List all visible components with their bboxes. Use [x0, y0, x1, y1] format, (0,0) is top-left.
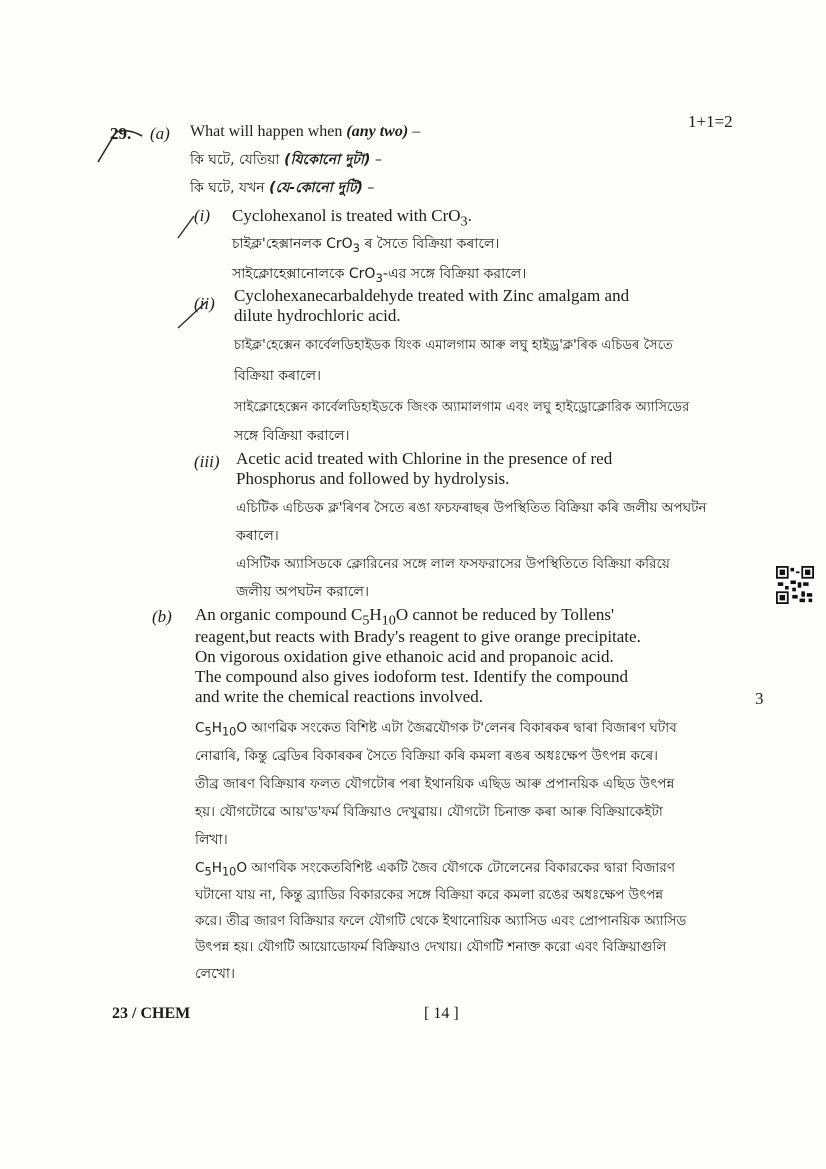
item-ii-bengali-line2: সঙ্গে বিক্রিয়া করালে।: [234, 428, 350, 444]
item-i-en-text: Cyclohexanol is treated with CrO: [232, 206, 461, 225]
item-i-english: [232, 206, 472, 231]
part-b-english-line4: The compound also gives iodoform test. Identify the compound: [195, 667, 628, 686]
intro-as-emph: (যিকোনো দুটা): [284, 152, 371, 168]
item-ii-assamese-line1: চাইক্ল'হেক্সেন কাৰ্বেলডিহাইডক যিংক এমালগাম আৰু লঘু হাইড্ৰ'ক্ল'ৰিক এচিডৰ সৈতে: [234, 338, 673, 353]
part-b-bengali-line3: করে। তীব্র জারণ বিক্রিয়ার ফলে যৌগটি থেকে ইথানোয়িক অ্যাসিড এবং প্রোপানয়িক অ্যাসিড: [195, 914, 687, 929]
part-b-bn-l1-sub1: 5: [204, 864, 212, 879]
intro-bn-suffix: –: [362, 180, 375, 196]
item-i-bn-sub: 3: [375, 270, 383, 285]
intro-bengali: [190, 176, 374, 200]
part-b-en-l1-sub1: 5: [362, 612, 370, 629]
part-b-en-l1-sub2: 10: [381, 612, 396, 629]
part-b-assamese-line5: লিখা।: [195, 832, 228, 848]
part-b-marks: 3: [755, 689, 764, 708]
part-b-bengali-line2: ঘটানো যায় না, কিন্তু ব্র্যাডির বিকারকের সঙ্গে বিক্রিয়া করে কমলা রঙের অধঃক্ষেপ উৎপন্ন: [195, 888, 663, 903]
part-b-as-l1-sub2: 10: [221, 724, 237, 739]
intro-en-suffix: –: [408, 123, 421, 140]
item-iii-label: (iii): [194, 452, 220, 471]
question-number: 29.: [110, 124, 132, 143]
item-ii-assamese-line2: বিক্ৰিয়া কৰালে।: [234, 368, 322, 384]
item-iii-bengali-line2: জলীয় অপঘটন করালে।: [236, 584, 369, 600]
item-iii-english-line1: Acetic acid treated with Chlorine in the presence of red: [236, 449, 613, 468]
qr-code: [776, 566, 814, 604]
part-b-bengali-line4: উৎপন্ন হয়। যৌগটি আয়োডোফর্ম বিক্রিয়াও দেখায়। যৌগটি শনাক্ত করো এবং বিক্রিয়াগুলি: [195, 940, 667, 955]
intro-en-emph: (any two): [346, 123, 409, 140]
part-b-en-l1-post: O cannot be reduced by Tollens': [395, 605, 615, 624]
part-b-as-l1-mid: H: [211, 720, 222, 736]
part-b-english-line2: reagent,but reacts with Brady's reagent to give orange precipitate.: [195, 627, 641, 646]
intro-assamese: [190, 148, 382, 172]
part-b-as-l1-post: O আণৱিক সংকেত বিশিষ্ট এটা জৈৱযৌগক ট'লেনৰ বিকাৰকৰ দ্বাৰা বিজাৰণ ঘটাব: [236, 720, 677, 736]
item-i-en-sub: 3: [460, 213, 468, 230]
part-b-label: (b): [152, 607, 172, 626]
part-b-as-l1-sub1: 5: [204, 724, 212, 739]
part-a-label: (a): [150, 124, 170, 143]
part-b-bn-l1-post: O আণবিক সংকেতবিশিষ্ট একটি জৈব যৌগকে টোলেনের বিকারকের দ্বারা বিজারণ: [236, 860, 676, 876]
part-b-assamese-line4: হয়। যৌগটোৱে আয়'ড'ফৰ্ম বিক্ৰিয়াও দেখুৱায়। যৌগটো চিনাক্ত কৰা আৰু বিক্ৰিয়াকেইটা: [195, 804, 663, 820]
intro-bn-emph: (যে-কোনো দুটি): [269, 180, 363, 196]
part-b-assamese-line3: তীব্ৰ জাৰণ বিক্ৰিয়াৰ ফলত যৌগটোৰ পৰা ইথানয়িক এছিড আৰু প্ৰপানয়িক এছিড উৎপন্ন: [195, 776, 675, 792]
pen-tick-mark: [176, 212, 210, 242]
item-iii-assamese-line1: এচিটিক এচিডক ক্ল'ৰিণৰ সৈতে ৰঙা ফচফৰাছৰ উপস্থিতিত বিক্ৰিয়া কৰি জলীয় অপঘটন: [236, 500, 707, 516]
part-b-bengali-line5: লেখো।: [195, 966, 235, 982]
item-ii-label: (ii): [194, 294, 215, 313]
item-i-as-pre: চাইক্ল'হেক্সানলক CrO: [232, 236, 353, 252]
part-b-bengali-line1: [195, 856, 675, 884]
part-b-assamese-line1: [195, 716, 677, 744]
item-i-label: (i): [194, 206, 211, 225]
item-i-bn-post: -এর সঙ্গে বিক্রিয়া করালে।: [382, 266, 527, 282]
item-ii-bengali-line1: সাইক্লোহেক্সেন কার্বেলডিহাইডকে জিংক অ্যামালগাম এবং লঘু হাইড্রোক্লোরিক অ্যাসিডের: [234, 400, 690, 415]
part-b-bn-l1-sub2: 10: [221, 864, 237, 879]
item-iii-english-line2: Phosphorus and followed by hydrolysis.: [236, 469, 510, 488]
intro-en-prefix: What will happen when: [190, 123, 347, 140]
part-b-assamese-line2: নোৱাৰি, কিন্তু ব্ৰেডিৰ বিকাৰকৰ সৈতে বিক্ৰিয়া কৰি কমলা ৰঙৰ অধঃক্ষেপ উৎপন্ন কৰে।: [195, 748, 659, 764]
intro-en: [190, 122, 420, 142]
intro-as-suffix: –: [370, 152, 382, 168]
footer-page-number: [ 14 ]: [424, 1005, 459, 1022]
part-b-en-l1-pre: An organic compound C: [195, 605, 363, 624]
footer-paper-code: 23 / CHEM: [112, 1005, 191, 1022]
item-ii-english-line2: dilute hydrochloric acid.: [234, 306, 401, 325]
item-i-as-post: ৰ সৈতে বিক্ৰিয়া কৰালে।: [360, 236, 500, 252]
part-b-bn-l1-pre: C: [195, 860, 205, 876]
item-i-bn-pre: সাইক্লোহেক্সানোলকে CrO: [232, 266, 376, 282]
item-i-en-end: .: [467, 206, 472, 225]
part-b-english-line3: On vigorous oxidation give ethanoic acid and propanoic acid.: [195, 647, 614, 666]
item-iii-bengali-line1: এসিটিক অ্যাসিডকে ক্লোরিনের সঙ্গে লাল ফসফরাসের উপস্থিতিতে বিক্রিয়া করিয়ে: [236, 556, 670, 572]
marks-top: 1+1=2: [688, 112, 733, 131]
part-b-bn-l1-mid: H: [211, 860, 222, 876]
part-b-en-l1-mid: H: [369, 605, 382, 624]
intro-bn-prefix: কি ঘটে, যখন: [190, 180, 270, 196]
pen-tick-mark: [176, 298, 214, 332]
part-b-as-l1-pre: C: [195, 720, 205, 736]
item-iii-assamese-line2: কৰালে।: [236, 528, 279, 544]
intro-as-prefix: কি ঘটে, যেতিয়া: [190, 152, 285, 168]
part-b-english-line5: and write the chemical reactions involved.: [195, 687, 483, 706]
pen-tick-mark: [94, 126, 146, 166]
item-i-as-sub: 3: [352, 240, 361, 255]
item-ii-english-line1: Cyclohexanecarbaldehyde treated with Zinc amalgam and: [234, 286, 630, 305]
item-i-assamese: [232, 232, 499, 260]
